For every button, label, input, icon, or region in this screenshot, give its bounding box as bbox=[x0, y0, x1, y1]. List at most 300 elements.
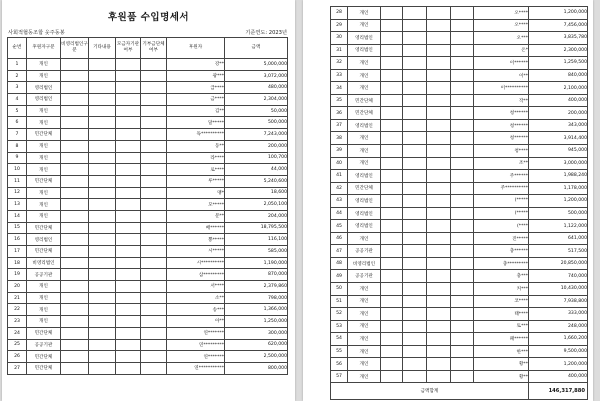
org-flag-cell bbox=[451, 94, 474, 107]
other-cell bbox=[403, 119, 427, 132]
nonprofit-cell bbox=[381, 207, 403, 220]
amount-cell: 620,000 bbox=[225, 339, 288, 351]
nonprofit-cell bbox=[381, 94, 403, 107]
amount-cell: 517,500 bbox=[529, 245, 588, 258]
donor-name-cell: 충****** bbox=[474, 245, 529, 258]
table-row bbox=[331, 333, 588, 346]
row-number: 48 bbox=[331, 257, 348, 270]
other-cell bbox=[403, 32, 427, 45]
amount-cell: 333,000 bbox=[529, 308, 588, 321]
nonprofit-cell bbox=[381, 195, 403, 208]
fundraising-cell bbox=[116, 105, 141, 117]
org-flag-cell bbox=[451, 145, 474, 158]
header-no: 순번 bbox=[8, 38, 27, 59]
nonprofit-cell bbox=[381, 295, 403, 308]
other-cell bbox=[89, 327, 116, 339]
total-label: 금액합계 bbox=[331, 383, 529, 400]
amount-cell: 1,178,000 bbox=[529, 182, 588, 195]
fundraising-cell bbox=[116, 339, 141, 351]
nonprofit-cell bbox=[381, 57, 403, 70]
other-cell bbox=[403, 7, 427, 20]
other-cell bbox=[89, 257, 116, 269]
fundraising-cell bbox=[116, 257, 141, 269]
donor-name-cell: 한*** bbox=[474, 345, 529, 358]
table-row bbox=[8, 257, 288, 269]
fundraising-cell bbox=[116, 351, 141, 363]
donor-name-cell: 온* bbox=[474, 44, 529, 57]
amount-cell: 7,456,000 bbox=[529, 19, 588, 32]
donor-type-cell: 개인 bbox=[27, 117, 61, 129]
other-cell bbox=[403, 44, 427, 57]
fundraising-cell bbox=[427, 308, 451, 321]
table-row bbox=[331, 44, 588, 57]
table-row bbox=[331, 170, 588, 183]
row-number: 27 bbox=[8, 362, 27, 374]
row-number: 57 bbox=[331, 370, 348, 383]
org-flag-cell bbox=[451, 44, 474, 57]
org-flag-cell bbox=[141, 175, 167, 187]
nonprofit-cell bbox=[61, 269, 89, 281]
org-flag-cell bbox=[451, 370, 474, 383]
org-flag-cell bbox=[451, 32, 474, 45]
row-number: 37 bbox=[331, 119, 348, 132]
donor-name-cell: 독********** bbox=[167, 129, 225, 141]
other-cell bbox=[403, 257, 427, 270]
donor-name-cell: 모***** bbox=[167, 199, 225, 211]
nonprofit-cell bbox=[61, 362, 89, 374]
donor-type-cell: 비영리법인 bbox=[348, 257, 381, 270]
amount-cell: 1,200,000 bbox=[529, 358, 588, 371]
header-org-flag: 기부금단체여부 bbox=[141, 38, 167, 59]
org-flag-cell bbox=[451, 295, 474, 308]
table-header-row bbox=[8, 38, 288, 59]
donor-name-cell: 소** bbox=[167, 292, 225, 304]
other-cell bbox=[89, 210, 116, 222]
other-cell bbox=[403, 19, 427, 32]
donor-type-cell: 개인 bbox=[348, 320, 381, 333]
amount-cell: 10,430,000 bbox=[529, 283, 588, 296]
table-row bbox=[331, 232, 588, 245]
org-flag-cell bbox=[141, 187, 167, 199]
org-flag-cell bbox=[451, 333, 474, 346]
amount-cell: 9,500,000 bbox=[529, 345, 588, 358]
org-flag-cell bbox=[141, 362, 167, 374]
donor-name-cell: 이** bbox=[474, 69, 529, 82]
table-row bbox=[8, 70, 288, 82]
amount-cell: 2,300,000 bbox=[529, 44, 588, 57]
row-number: 56 bbox=[331, 358, 348, 371]
donor-name-cell: 시***** bbox=[167, 246, 225, 258]
other-cell bbox=[403, 283, 427, 296]
org-flag-cell bbox=[141, 351, 167, 363]
document-page-right bbox=[303, 0, 593, 401]
donor-type-cell: 개인 bbox=[348, 57, 381, 70]
fundraising-cell bbox=[427, 57, 451, 70]
header-other: 기타내용 bbox=[89, 38, 116, 59]
table-row bbox=[331, 57, 588, 70]
donor-type-cell: 민간단체 bbox=[27, 362, 61, 374]
nonprofit-cell bbox=[61, 257, 89, 269]
donor-type-cell: 영리법인 bbox=[27, 94, 61, 106]
fundraising-cell bbox=[116, 316, 141, 328]
donor-name-cell: 아** bbox=[167, 316, 225, 328]
fundraising-cell bbox=[116, 59, 141, 71]
row-number: 51 bbox=[331, 295, 348, 308]
donor-name-cell: 충*** bbox=[474, 270, 529, 283]
amount-cell: 200,000 bbox=[529, 107, 588, 120]
donor-name-cell: 문** bbox=[167, 210, 225, 222]
row-number: 43 bbox=[331, 195, 348, 208]
row-number: 46 bbox=[331, 232, 348, 245]
nonprofit-cell bbox=[381, 145, 403, 158]
donor-name-cell: 광*** bbox=[167, 70, 225, 82]
fundraising-cell bbox=[427, 107, 451, 120]
nonprofit-cell bbox=[61, 222, 89, 234]
fundraising-cell bbox=[116, 222, 141, 234]
donor-type-cell: 민간단체 bbox=[27, 175, 61, 187]
org-flag-cell bbox=[141, 246, 167, 258]
donor-type-cell: 개인 bbox=[348, 82, 381, 95]
fundraising-cell bbox=[427, 370, 451, 383]
other-cell bbox=[403, 145, 427, 158]
nonprofit-cell bbox=[381, 257, 403, 270]
fundraising-cell bbox=[427, 157, 451, 170]
nonprofit-cell bbox=[61, 339, 89, 351]
other-cell bbox=[403, 370, 427, 383]
fundraising-cell bbox=[116, 117, 141, 129]
table-row bbox=[8, 269, 288, 281]
table-row bbox=[8, 140, 288, 152]
nonprofit-cell bbox=[381, 170, 403, 183]
amount-cell: 1,988,240 bbox=[529, 170, 588, 183]
donor-name-cell: 루***** bbox=[167, 175, 225, 187]
amount-cell: 1,250,000 bbox=[225, 316, 288, 328]
fundraising-cell bbox=[427, 182, 451, 195]
other-cell bbox=[403, 270, 427, 283]
amount-cell: 44,000 bbox=[225, 164, 288, 176]
row-number: 28 bbox=[331, 7, 348, 20]
other-cell bbox=[403, 170, 427, 183]
amount-cell: 840,000 bbox=[529, 69, 588, 82]
nonprofit-cell bbox=[61, 140, 89, 152]
donor-type-cell: 영리법인 bbox=[27, 234, 61, 246]
donor-name-cell: 연******* bbox=[167, 327, 225, 339]
nonprofit-cell bbox=[381, 232, 403, 245]
org-flag-cell bbox=[451, 119, 474, 132]
donor-type-cell: 민간단체 bbox=[27, 327, 61, 339]
nonprofit-cell bbox=[61, 292, 89, 304]
donor-name-cell: 토*** bbox=[474, 320, 529, 333]
amount-cell: 3,072,000 bbox=[225, 70, 288, 82]
fundraising-cell bbox=[116, 304, 141, 316]
org-flag-cell bbox=[141, 339, 167, 351]
fundraising-cell bbox=[116, 70, 141, 82]
table-row bbox=[8, 210, 288, 222]
donor-name-cell: (***** bbox=[474, 195, 529, 208]
org-flag-cell bbox=[451, 107, 474, 120]
org-flag-cell bbox=[451, 157, 474, 170]
donor-name-cell: 작** bbox=[474, 94, 529, 107]
donor-type-cell: 개인 bbox=[348, 7, 381, 20]
donor-type-cell: 공공기관 bbox=[348, 245, 381, 258]
row-number: 45 bbox=[331, 220, 348, 233]
table-row bbox=[8, 292, 288, 304]
donor-name-cell: 연********* bbox=[167, 339, 225, 351]
donor-name-cell: 시********** bbox=[167, 257, 225, 269]
amount-cell: 1,660,200 bbox=[529, 333, 588, 346]
table-row bbox=[331, 308, 588, 321]
fundraising-cell bbox=[116, 327, 141, 339]
nonprofit-cell bbox=[381, 19, 403, 32]
nonprofit-cell bbox=[381, 270, 403, 283]
donor-type-cell: 개인 bbox=[27, 292, 61, 304]
fundraising-cell bbox=[427, 232, 451, 245]
other-cell bbox=[89, 362, 116, 374]
table-row bbox=[331, 7, 588, 20]
donor-type-cell: 민간단체 bbox=[27, 129, 61, 141]
amount-cell: 300,000 bbox=[225, 327, 288, 339]
other-cell bbox=[89, 304, 116, 316]
donor-type-cell: 개인 bbox=[348, 345, 381, 358]
amount-cell: 200,000 bbox=[225, 140, 288, 152]
donor-name-cell: 연*********** bbox=[167, 362, 225, 374]
row-number: 34 bbox=[331, 82, 348, 95]
org-flag-cell bbox=[141, 140, 167, 152]
donor-type-cell: 개인 bbox=[348, 295, 381, 308]
org-flag-cell bbox=[451, 57, 474, 70]
other-cell bbox=[89, 140, 116, 152]
table-row bbox=[8, 351, 288, 363]
document-title: 후원품 수입명세서 bbox=[107, 12, 190, 23]
fundraising-cell bbox=[427, 94, 451, 107]
donor-type-cell: 개인 bbox=[348, 283, 381, 296]
amount-cell: 3,835,780 bbox=[529, 32, 588, 45]
row-number: 25 bbox=[8, 339, 27, 351]
amount-cell: 18,600 bbox=[225, 187, 288, 199]
donor-type-cell: 영리법인 bbox=[348, 220, 381, 233]
donor-type-cell: 개인 bbox=[27, 187, 61, 199]
donor-name-cell: 서**** bbox=[167, 281, 225, 293]
other-cell bbox=[403, 333, 427, 346]
donor-type-cell: 영리법인 bbox=[348, 195, 381, 208]
table-row bbox=[8, 222, 288, 234]
fundraising-cell bbox=[116, 210, 141, 222]
row-number: 49 bbox=[331, 270, 348, 283]
row-number: 4 bbox=[8, 94, 27, 106]
nonprofit-cell bbox=[381, 132, 403, 145]
other-cell bbox=[403, 69, 427, 82]
row-number: 39 bbox=[331, 145, 348, 158]
nonprofit-cell bbox=[61, 210, 89, 222]
other-cell bbox=[403, 182, 427, 195]
donor-type-cell: 공공기관 bbox=[348, 270, 381, 283]
org-flag-cell bbox=[451, 320, 474, 333]
nonprofit-cell bbox=[381, 82, 403, 95]
other-cell bbox=[403, 220, 427, 233]
other-cell bbox=[403, 358, 427, 371]
nonprofit-cell bbox=[61, 129, 89, 141]
total-amount: 146,317,880 bbox=[529, 383, 588, 400]
donor-name-cell: 충********* bbox=[474, 257, 529, 270]
standard-year: 기준연도: 2023년 bbox=[245, 30, 287, 36]
table-row bbox=[331, 69, 588, 82]
fundraising-cell bbox=[427, 207, 451, 220]
other-cell bbox=[403, 195, 427, 208]
table-row bbox=[8, 339, 288, 351]
org-flag-cell bbox=[141, 164, 167, 176]
table-row bbox=[8, 164, 288, 176]
fundraising-cell bbox=[116, 234, 141, 246]
amount-cell: 585,000 bbox=[225, 246, 288, 258]
row-number: 5 bbox=[8, 105, 27, 117]
table-row bbox=[331, 283, 588, 296]
row-number: 11 bbox=[8, 175, 27, 187]
org-flag-cell bbox=[141, 129, 167, 141]
org-flag-cell bbox=[451, 82, 474, 95]
table-row bbox=[331, 119, 588, 132]
fundraising-cell bbox=[116, 175, 141, 187]
row-number: 53 bbox=[331, 320, 348, 333]
donor-name-cell: 금**** bbox=[167, 94, 225, 106]
row-number: 52 bbox=[331, 308, 348, 321]
other-cell bbox=[89, 94, 116, 106]
org-flag-cell bbox=[451, 19, 474, 32]
org-flag-cell bbox=[451, 345, 474, 358]
nonprofit-cell bbox=[61, 82, 89, 94]
donor-name-cell: 송*** bbox=[167, 304, 225, 316]
donor-type-cell: 민간단체 bbox=[348, 94, 381, 107]
table-row bbox=[8, 94, 288, 106]
table-row bbox=[331, 345, 588, 358]
donor-type-cell: 개인 bbox=[348, 333, 381, 346]
org-flag-cell bbox=[451, 270, 474, 283]
fundraising-cell bbox=[427, 44, 451, 57]
row-number: 35 bbox=[331, 94, 348, 107]
donor-type-cell: 영리법인 bbox=[348, 44, 381, 57]
amount-cell: 3,000,000 bbox=[529, 157, 588, 170]
donor-name-cell: 맹* bbox=[167, 187, 225, 199]
other-cell bbox=[89, 152, 116, 164]
fundraising-cell bbox=[116, 187, 141, 199]
org-flag-cell bbox=[141, 292, 167, 304]
donor-type-cell: 민간단체 bbox=[27, 351, 61, 363]
other-cell bbox=[403, 245, 427, 258]
table-row bbox=[331, 145, 588, 158]
row-number: 50 bbox=[331, 283, 348, 296]
row-number: 55 bbox=[331, 345, 348, 358]
table-row bbox=[331, 245, 588, 258]
table-row bbox=[8, 362, 288, 374]
nonprofit-cell bbox=[61, 281, 89, 293]
amount-cell: 798,000 bbox=[225, 292, 288, 304]
fundraising-cell bbox=[116, 269, 141, 281]
fundraising-cell bbox=[427, 132, 451, 145]
org-flag-cell bbox=[451, 69, 474, 82]
table-row bbox=[331, 270, 588, 283]
other-cell bbox=[403, 308, 427, 321]
nonprofit-cell bbox=[381, 333, 403, 346]
nonprofit-cell bbox=[61, 94, 89, 106]
nonprofit-cell bbox=[381, 358, 403, 371]
donor-type-cell: 개인 bbox=[348, 145, 381, 158]
donor-name-cell: 청****** bbox=[474, 132, 529, 145]
other-cell bbox=[89, 82, 116, 94]
fundraising-cell bbox=[116, 292, 141, 304]
table-row bbox=[8, 199, 288, 211]
table-row bbox=[8, 304, 288, 316]
table-row bbox=[331, 358, 588, 371]
org-flag-cell bbox=[141, 281, 167, 293]
other-cell bbox=[89, 199, 116, 211]
other-cell bbox=[89, 269, 116, 281]
donor-type-cell: 영리법인 bbox=[27, 82, 61, 94]
donor-type-cell: 개인 bbox=[348, 308, 381, 321]
donor-type-cell: 개인 bbox=[27, 210, 61, 222]
donor-name-cell: 황** bbox=[474, 358, 529, 371]
amount-cell: 1,366,000 bbox=[225, 304, 288, 316]
donor-type-cell: 개인 bbox=[27, 199, 61, 211]
nonprofit-cell bbox=[61, 175, 89, 187]
donor-name-cell: 로**** bbox=[167, 164, 225, 176]
fundraising-cell bbox=[116, 199, 141, 211]
fundraising-cell bbox=[427, 333, 451, 346]
fundraising-cell bbox=[427, 283, 451, 296]
row-number: 6 bbox=[8, 117, 27, 129]
org-flag-cell bbox=[451, 207, 474, 220]
table-row bbox=[331, 182, 588, 195]
other-cell bbox=[89, 187, 116, 199]
org-flag-cell bbox=[451, 283, 474, 296]
row-number: 47 bbox=[331, 245, 348, 258]
header-donor: 후원자 bbox=[167, 38, 225, 59]
donor-name-cell: 태**** bbox=[474, 308, 529, 321]
amount-cell: 1,190,000 bbox=[225, 257, 288, 269]
fundraising-cell bbox=[116, 129, 141, 141]
donor-name-cell: (***** bbox=[474, 207, 529, 220]
org-flag-cell bbox=[451, 308, 474, 321]
row-number: 31 bbox=[331, 44, 348, 57]
fundraising-cell bbox=[116, 281, 141, 293]
row-number: 16 bbox=[8, 234, 27, 246]
donor-name-cell: 오*** bbox=[474, 32, 529, 45]
other-cell bbox=[403, 132, 427, 145]
amount-cell: 3,914,400 bbox=[529, 132, 588, 145]
row-number: 44 bbox=[331, 207, 348, 220]
other-cell bbox=[89, 105, 116, 117]
donor-name-cell: 주********** bbox=[474, 182, 529, 195]
donor-name-cell: 주****** bbox=[474, 170, 529, 183]
header-nonprofit: 비영리법인구분 bbox=[61, 38, 89, 59]
fundraising-cell bbox=[427, 270, 451, 283]
org-flag-cell bbox=[141, 94, 167, 106]
fundraising-cell bbox=[427, 170, 451, 183]
fundraising-cell bbox=[427, 19, 451, 32]
donor-name-cell: 커*** bbox=[474, 283, 529, 296]
nonprofit-cell bbox=[381, 107, 403, 120]
org-flag-cell bbox=[451, 195, 474, 208]
nonprofit-cell bbox=[381, 7, 403, 20]
nonprofit-cell bbox=[381, 345, 403, 358]
amount-cell: 116,100 bbox=[225, 234, 288, 246]
donor-name-cell: 라**** bbox=[167, 152, 225, 164]
table-row bbox=[331, 195, 588, 208]
amount-cell: 20,850,000 bbox=[529, 257, 588, 270]
other-cell bbox=[89, 234, 116, 246]
nonprofit-cell bbox=[381, 157, 403, 170]
nonprofit-cell bbox=[381, 220, 403, 233]
header-amount: 금액 bbox=[225, 38, 288, 59]
amount-cell: 945,000 bbox=[529, 145, 588, 158]
